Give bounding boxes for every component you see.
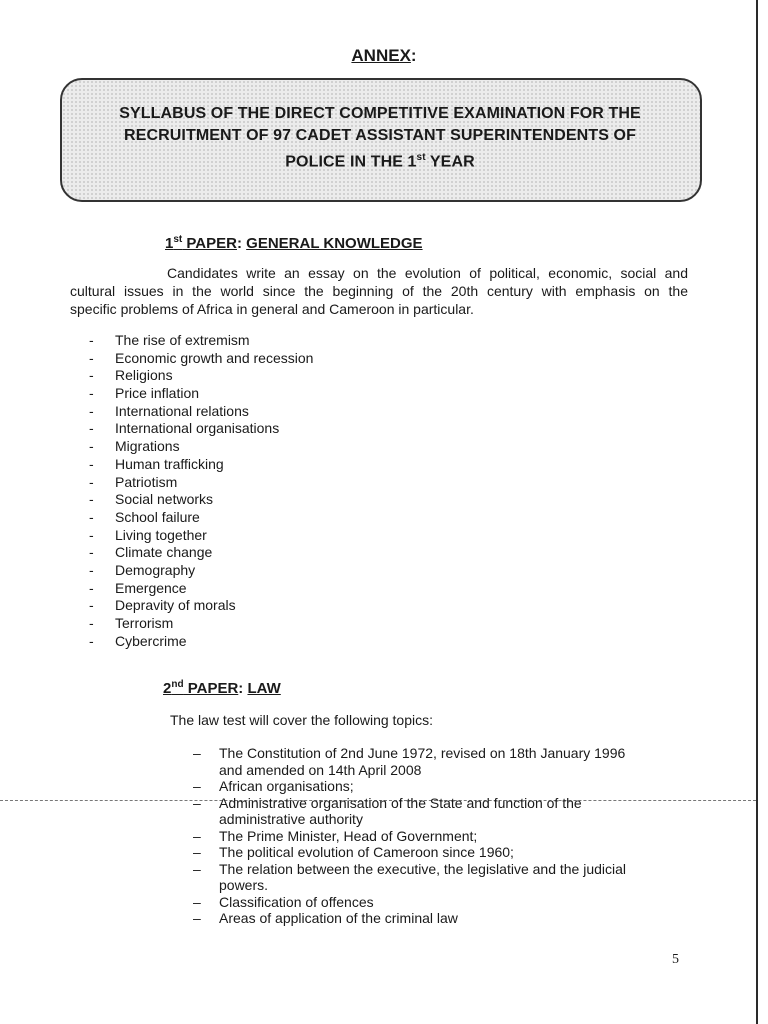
list-item	[193, 894, 663, 911]
list-item-text: Social networks	[115, 491, 214, 508]
bullet-dash: –	[193, 745, 201, 761]
bullet-dash: -	[89, 402, 94, 419]
bullet-dash: –	[193, 893, 201, 910]
bullet-dash: -	[89, 526, 94, 543]
list-item	[89, 332, 313, 350]
list-item	[89, 474, 313, 492]
bullet-dash: –	[193, 778, 201, 794]
paper-1-topic-list	[89, 332, 313, 650]
syllabus-title-line-3-text: POLICE IN THE 1	[285, 153, 417, 171]
list-item-text: administrative authority	[219, 811, 363, 827]
bullet-dash: -	[89, 632, 94, 649]
list-item	[89, 420, 313, 438]
list-item	[89, 509, 313, 527]
bullet-dash: -	[89, 473, 94, 490]
list-item	[89, 562, 313, 580]
list-item	[89, 633, 313, 651]
bullet-dash: -	[89, 455, 94, 472]
list-item	[89, 385, 313, 403]
list-item	[89, 580, 313, 598]
syllabus-title-line-2: RECRUITMENT OF 97 CADET ASSISTANT SUPERINTENDENTS OF	[124, 127, 636, 144]
bullet-dash: -	[89, 579, 94, 596]
list-item-text: African organisations;	[219, 778, 354, 794]
list-item-text: The political evolution of Cameroon since 1960;	[219, 844, 514, 860]
list-item-text: powers.	[219, 877, 269, 893]
syllabus-title-ordinal: st	[416, 152, 426, 163]
page-number: 5	[672, 952, 679, 967]
list-item-text: Economic growth and recession	[115, 349, 314, 366]
paper-2-heading	[163, 679, 281, 697]
bullet-dash: –	[193, 844, 201, 860]
list-item	[89, 350, 313, 368]
list-item-text: Depravity of morals	[115, 597, 236, 614]
paper-1-intro	[70, 264, 688, 318]
list-item-text: Migrations	[115, 438, 180, 455]
list-item-text: Classification of offences	[219, 893, 374, 910]
list-item-text: The relation between the executive, the legislative and the judicial	[219, 860, 627, 877]
bullet-dash: -	[89, 332, 94, 348]
list-item-text: Climate change	[115, 544, 213, 561]
paper-1-colon: :	[236, 235, 247, 252]
list-item-text: Living together	[115, 526, 207, 543]
paper-1-heading	[165, 234, 423, 252]
list-item-text: Human trafficking	[115, 455, 224, 472]
list-item	[193, 745, 663, 778]
list-item	[89, 491, 313, 509]
bullet-dash: –	[193, 827, 201, 844]
bullet-dash: -	[89, 508, 94, 525]
list-item-text: The Prime Minister, Head of Government;	[219, 827, 478, 844]
bullet-dash: -	[89, 367, 94, 384]
list-item	[193, 910, 663, 927]
list-item-text: Cybercrime	[115, 632, 187, 649]
paper-2-topic-list	[193, 745, 663, 927]
bullet-dash: -	[89, 491, 94, 508]
list-item-text: International organisations	[115, 420, 280, 437]
list-item	[89, 527, 313, 545]
syllabus-title-line-3-end: YEAR	[425, 153, 475, 171]
paper-1-intro-line-2: cultural issues in the world since the beginning of the 20th century with emphasis on the	[70, 283, 688, 299]
syllabus-title-line-3	[70, 147, 690, 173]
syllabus-title-line-1: SYLLABUS OF THE DIRECT COMPETITIVE EXAMINATION FOR THE	[119, 105, 641, 122]
annex-label: ANNEX	[351, 46, 411, 65]
list-item-text: and amended on 14th April 2008	[219, 761, 422, 778]
paper-1-intro-line-3: specific problems of Africa in general and Cameroon in particular.	[70, 301, 474, 317]
list-item	[193, 861, 663, 894]
bullet-dash: –	[193, 860, 201, 877]
list-item-text: Terrorism	[115, 615, 174, 631]
bullet-dash: -	[89, 349, 94, 366]
list-item-text: International relations	[115, 402, 249, 419]
list-item-text: Areas of application of the criminal law	[219, 910, 458, 926]
list-item-text: Emergence	[115, 579, 187, 596]
list-item	[89, 544, 313, 562]
paper-2-word: PAPER	[183, 680, 239, 697]
list-item	[89, 403, 313, 421]
paper-2-ordinal: nd	[171, 679, 184, 690]
list-item	[89, 438, 313, 456]
paper-2-colon: :	[238, 680, 248, 697]
bullet-dash: -	[89, 561, 94, 578]
paper-2-intro: The law test will cover the following topics:	[170, 712, 433, 728]
paper-1-word: PAPER	[182, 235, 237, 252]
list-item-text: The rise of extremism	[115, 332, 250, 348]
bullet-dash: -	[89, 544, 94, 561]
bullet-dash: -	[89, 438, 94, 455]
bullet-dash: -	[89, 615, 94, 631]
bullet-dash: -	[89, 597, 94, 614]
paper-1-ordinal: st	[173, 234, 183, 245]
paper-1-subject: GENERAL KNOWLEDGE	[246, 235, 423, 252]
bullet-dash: –	[193, 910, 201, 926]
annex-heading	[0, 46, 768, 66]
bullet-dash: -	[89, 385, 94, 402]
paper-2-number: 2	[163, 680, 172, 697]
annex-colon: :	[410, 46, 417, 65]
list-item	[89, 597, 313, 615]
paper-2-label	[163, 680, 238, 697]
list-item	[89, 456, 313, 474]
list-item	[193, 795, 663, 828]
list-item-text: Administrative organisation of the State and function of the	[219, 794, 582, 811]
list-item	[193, 844, 663, 861]
paper-1-number: 1	[165, 235, 174, 252]
list-item-text: Demography	[115, 561, 196, 578]
list-item	[193, 778, 663, 795]
list-item	[193, 828, 663, 845]
list-item-text: Patriotism	[115, 473, 178, 490]
list-item-text: Religions	[115, 367, 173, 384]
list-item-text: The Constitution of 2nd June 1972, revised on 18th January 1996	[219, 745, 626, 761]
bullet-dash: -	[89, 420, 94, 437]
list-item	[89, 615, 313, 633]
list-item-text: Price inflation	[115, 385, 200, 402]
paper-2-subject: LAW	[247, 680, 281, 697]
bullet-dash: –	[193, 794, 201, 811]
page-edge-line	[756, 0, 758, 1024]
list-item-text: School failure	[115, 508, 200, 525]
paper-1-label	[165, 235, 237, 252]
syllabus-title	[70, 103, 690, 173]
paper-1-intro-line-1: Candidates write an essay on the evolution of political, economic, social and	[167, 265, 688, 281]
list-item	[89, 367, 313, 385]
